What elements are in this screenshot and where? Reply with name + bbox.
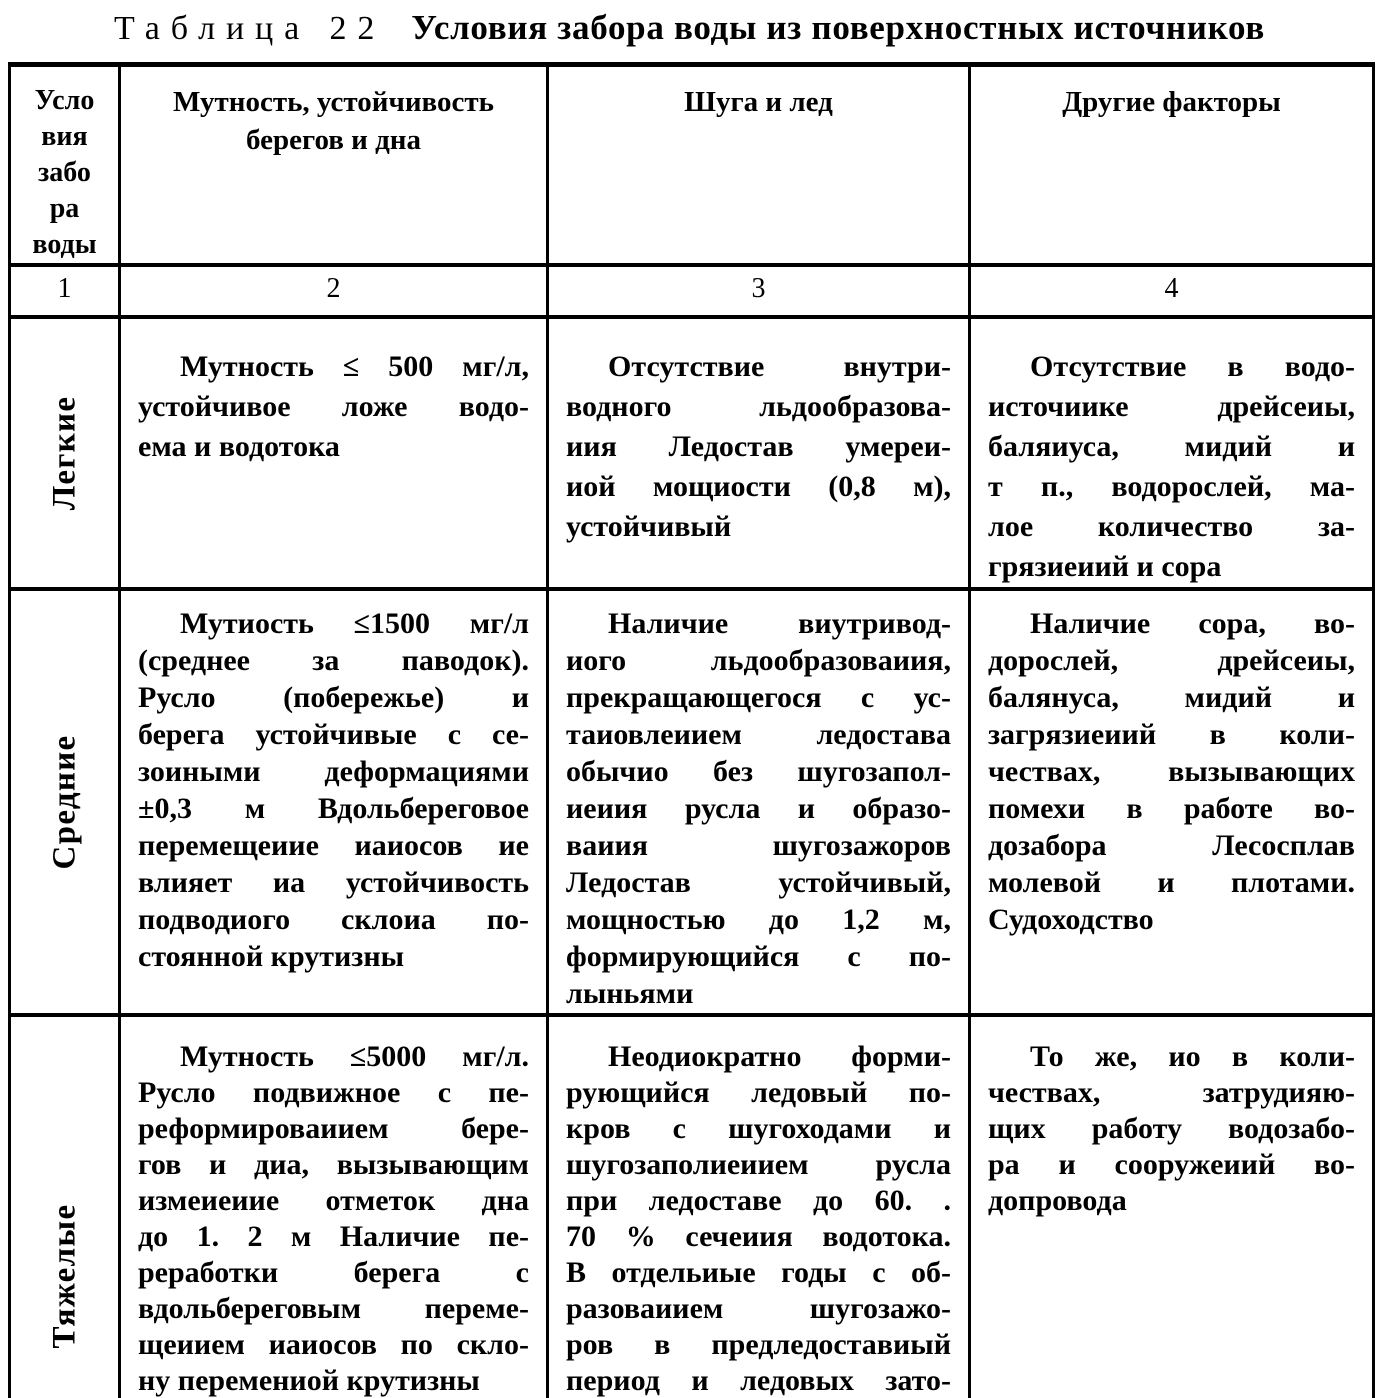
col-number-2: 2 xyxy=(120,265,548,317)
row-label-cell xyxy=(10,589,120,1015)
medium-slush-ice-cell: Наличие виутривод- иого льдообразоваиия, прекращающегося с ус- таиовлеиием ледостава обычио без шугозапол- иеиия русла и образо- ваиия шугозажоров Ледостав устойчивый, мощностью до 1,2 м, формирующийся с по- лыньями xyxy=(548,589,970,1015)
row-label-light: Легкие xyxy=(46,395,82,511)
table-row-heavy xyxy=(10,1015,1374,1398)
row-label-medium: Средние xyxy=(46,734,82,870)
table-row-medium xyxy=(10,589,1374,1015)
column-number-row xyxy=(10,265,1374,317)
heavy-slush-ice-cell: Неодиократно форми- рующийся ледовый по- кров с шугоходами и шугозаполиеиием русла при ледоставе до 60. . 70 % сечеиия водотока. В отдельиые годы с об- разоваиием шугозажо- ров в предледоставиый период и ледовых зато- xyxy=(548,1015,970,1398)
col-number-4: 4 xyxy=(970,265,1374,317)
heavy-other-factors-cell: То же, ио в коли- чествах, затрудияю- щих работу водозабо- ра и сооружеиий во- допровода xyxy=(970,1015,1374,1398)
light-turbidity-cell: Мутность ≤ 500 мг/л, устойчивое ложе водо- ема и водотока xyxy=(120,317,548,589)
light-slush-ice-cell: Отсутствие внутри- водного льдообразова- иия Ледостав умереи- иой мощиости (0,8 м), устойчивый xyxy=(548,317,970,589)
row-label-cell xyxy=(10,317,120,589)
row-label-heavy: Тяжелые xyxy=(46,1203,82,1349)
header-cell-other-factors: Другие факторы xyxy=(970,65,1374,266)
table-row-light xyxy=(10,317,1374,589)
header-cell-slush-ice: Шуга и лед xyxy=(548,65,970,266)
water-intake-conditions-table xyxy=(8,62,1375,1398)
col-number-1: 1 xyxy=(10,265,120,317)
light-other-factors-cell: Отсутствие в водо- источиике дрейсеиы, баляиуса, мидий и т п., водорослей, ма- лое количество за- грязиеиий и сора xyxy=(970,317,1374,589)
header-row xyxy=(10,65,1374,266)
medium-other-factors-cell: Наличие сора, во- дорослей, дрейсеиы, балянуса, мидий и загрязиеиий в коли- чествах, вызывающих помехи в работе во- дозабора Лесосплав молевой и плотами. Судоходство xyxy=(970,589,1374,1015)
table-title xyxy=(0,8,1379,48)
table-caption: Условия забора воды из поверхностных источников xyxy=(411,8,1265,47)
header-cell-turbidity: Мутность, устойчивость берегов и дна xyxy=(120,65,548,266)
col-number-3: 3 xyxy=(548,265,970,317)
header-cell-conditions: Усло вия забо ра воды xyxy=(10,65,120,266)
table-number-label: Таблица 22 xyxy=(114,10,386,47)
row-label-cell xyxy=(10,1015,120,1398)
heavy-turbidity-cell: Мутность ≤5000 мг/л. Русло подвижное с пе- реформироваиием бере- гов и диа, вызывающим измеиеиие отметок дна до 1. 2 м Наличие пе- реработки берега с вдольбереговым переме- щеиием иаиосов по скло- ну перемениой крутизны xyxy=(120,1015,548,1398)
medium-turbidity-cell: Мутиость ≤1500 мг/л (среднее за паводок). Русло (побережье) и берега устойчивые с се- зоиными деформациями ±0,3 м Вдольбереговое перемещеиие иаиосов ие влияет иа устойчивость подводиого склоиа по- стоянной крутизны xyxy=(120,589,548,1015)
